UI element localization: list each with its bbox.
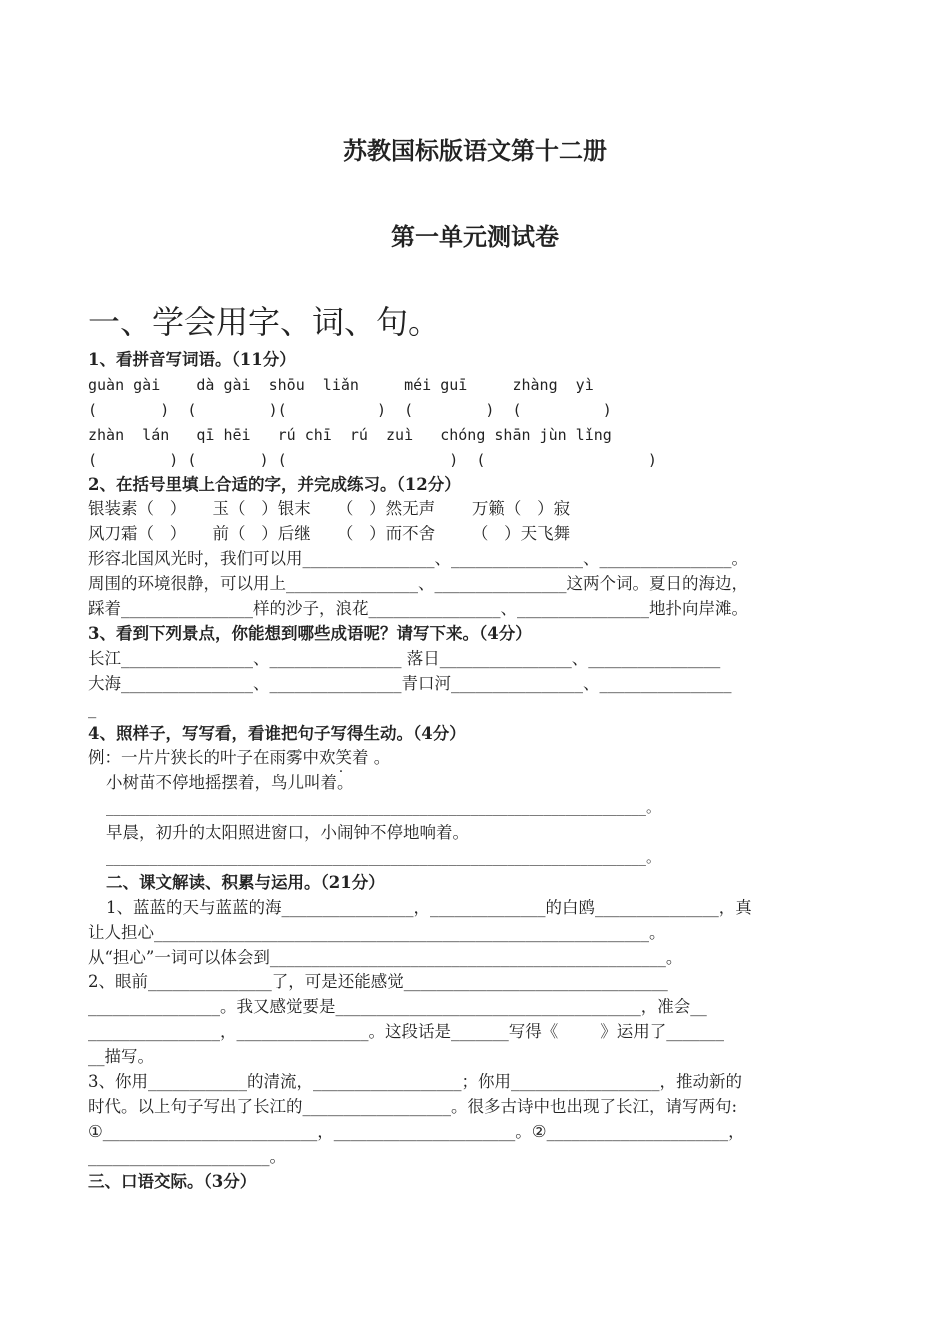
- part2-line2: 让人担心____________________________________________________________。: [88, 923, 666, 942]
- q4-example-suffix: 。: [368, 748, 391, 767]
- q1-pinyin-row1: guàn gài dà gài shōu liǎn méi guī zhàng yì: [88, 376, 594, 394]
- part2-line7: __描写。: [88, 1047, 154, 1066]
- q4-sentence2: 早晨，初升的太阳照进窗口，小闹钟不停地响着。: [106, 823, 469, 842]
- q1-heading: 1、看拼音写词语。（11分）: [88, 350, 296, 369]
- q1-blank-row2: ( ) ( ) ( ) ( ): [88, 451, 657, 469]
- part2-line4: 2、眼前_______________了，可是还能感觉________________________________: [88, 972, 668, 991]
- part2-line10: ①__________________________，______________________。②______________________，: [88, 1122, 745, 1141]
- part2-heading: 二、课文解读、积累与运用。（21分）: [106, 873, 385, 892]
- q2-line2: 周围的环境很静，可以用上________________、________________这两个词。夏日的海边，: [88, 574, 748, 593]
- q1-blank-row1: ( ) ( )( ) ( ) ( ): [88, 401, 612, 419]
- document-title: 苏教国标版语文第十二册: [343, 136, 607, 165]
- part2-line5: ________________。我又感觉要是_____________________________________，准会__: [88, 997, 707, 1016]
- part2-line11: ______________________。: [88, 1147, 286, 1166]
- q2-line3: 踩着________________样的沙子，浪花________________、________________地扑向岸滩。: [88, 599, 748, 618]
- part2-line9: 时代。以上句子写出了长江的__________________。很多古诗中也出现了长江，请写两句:: [88, 1097, 738, 1116]
- q2-line1: 形容北国风光时，我们可以用________________、________________、________________。: [88, 549, 748, 568]
- part3-heading: 三、口语交际。（3分）: [88, 1172, 257, 1191]
- part2-line1: 1、蓝蓝的天与蓝蓝的海________________，______________的白鸥_______________，真: [106, 898, 752, 917]
- q4-sentence1: 小树苗不停地摇摆着，鸟儿叫着。: [106, 773, 354, 792]
- part1-heading: 一、学会用字、词、句。: [88, 303, 441, 341]
- q2-row2: 风刀霜（ ） 前（ ）后继 （ ）而不舍 （ ）天飞舞: [88, 524, 571, 543]
- part2-line6: ________________，________________。这段话是_______写得《 》运用了_______: [88, 1022, 724, 1041]
- document-subtitle: 第一单元测试卷: [391, 222, 559, 251]
- q3-line3: _: [88, 699, 97, 718]
- q2-heading: 2、在括号里填上合适的字，并完成练习。（12分）: [88, 475, 461, 494]
- q4-example-dotted: 欢笑着: [319, 748, 369, 767]
- q4-example-prefix: 例：一片片狭长的叶子在雨雾中: [88, 748, 319, 767]
- part2-line3: 从“担心”一词可以体会到________________________________________________。: [88, 948, 683, 967]
- q3-line2: 大海________________、________________青口河________________、________________: [88, 674, 732, 693]
- q3-heading: 3、看到下列景点，你能想到哪些成语呢？请写下来。（4分）: [88, 624, 532, 643]
- q4-heading: 4、照样子，写写看，看谁把句子写得生动。（4分）: [88, 724, 466, 743]
- q4-answer-line2: __________________________________________________________________________。: [106, 849, 661, 866]
- q4-answer-line1: __________________________________________________________________________。: [106, 799, 661, 816]
- q4-example: [88, 746, 390, 770]
- q1-pinyin-row2: zhàn lán qī hēi rú chī rú zuì chóng shān jùn lǐng: [88, 426, 612, 444]
- q3-line1: 长江________________、________________ 落日________________、________________: [88, 649, 721, 668]
- part2-line8: 3、你用____________的清流，__________________；你用__________________，推动新的: [88, 1072, 742, 1091]
- q2-row1: 银装素（ ） 玉（ ）银末 （ ）然无声 万籁（ ）寂: [88, 499, 571, 518]
